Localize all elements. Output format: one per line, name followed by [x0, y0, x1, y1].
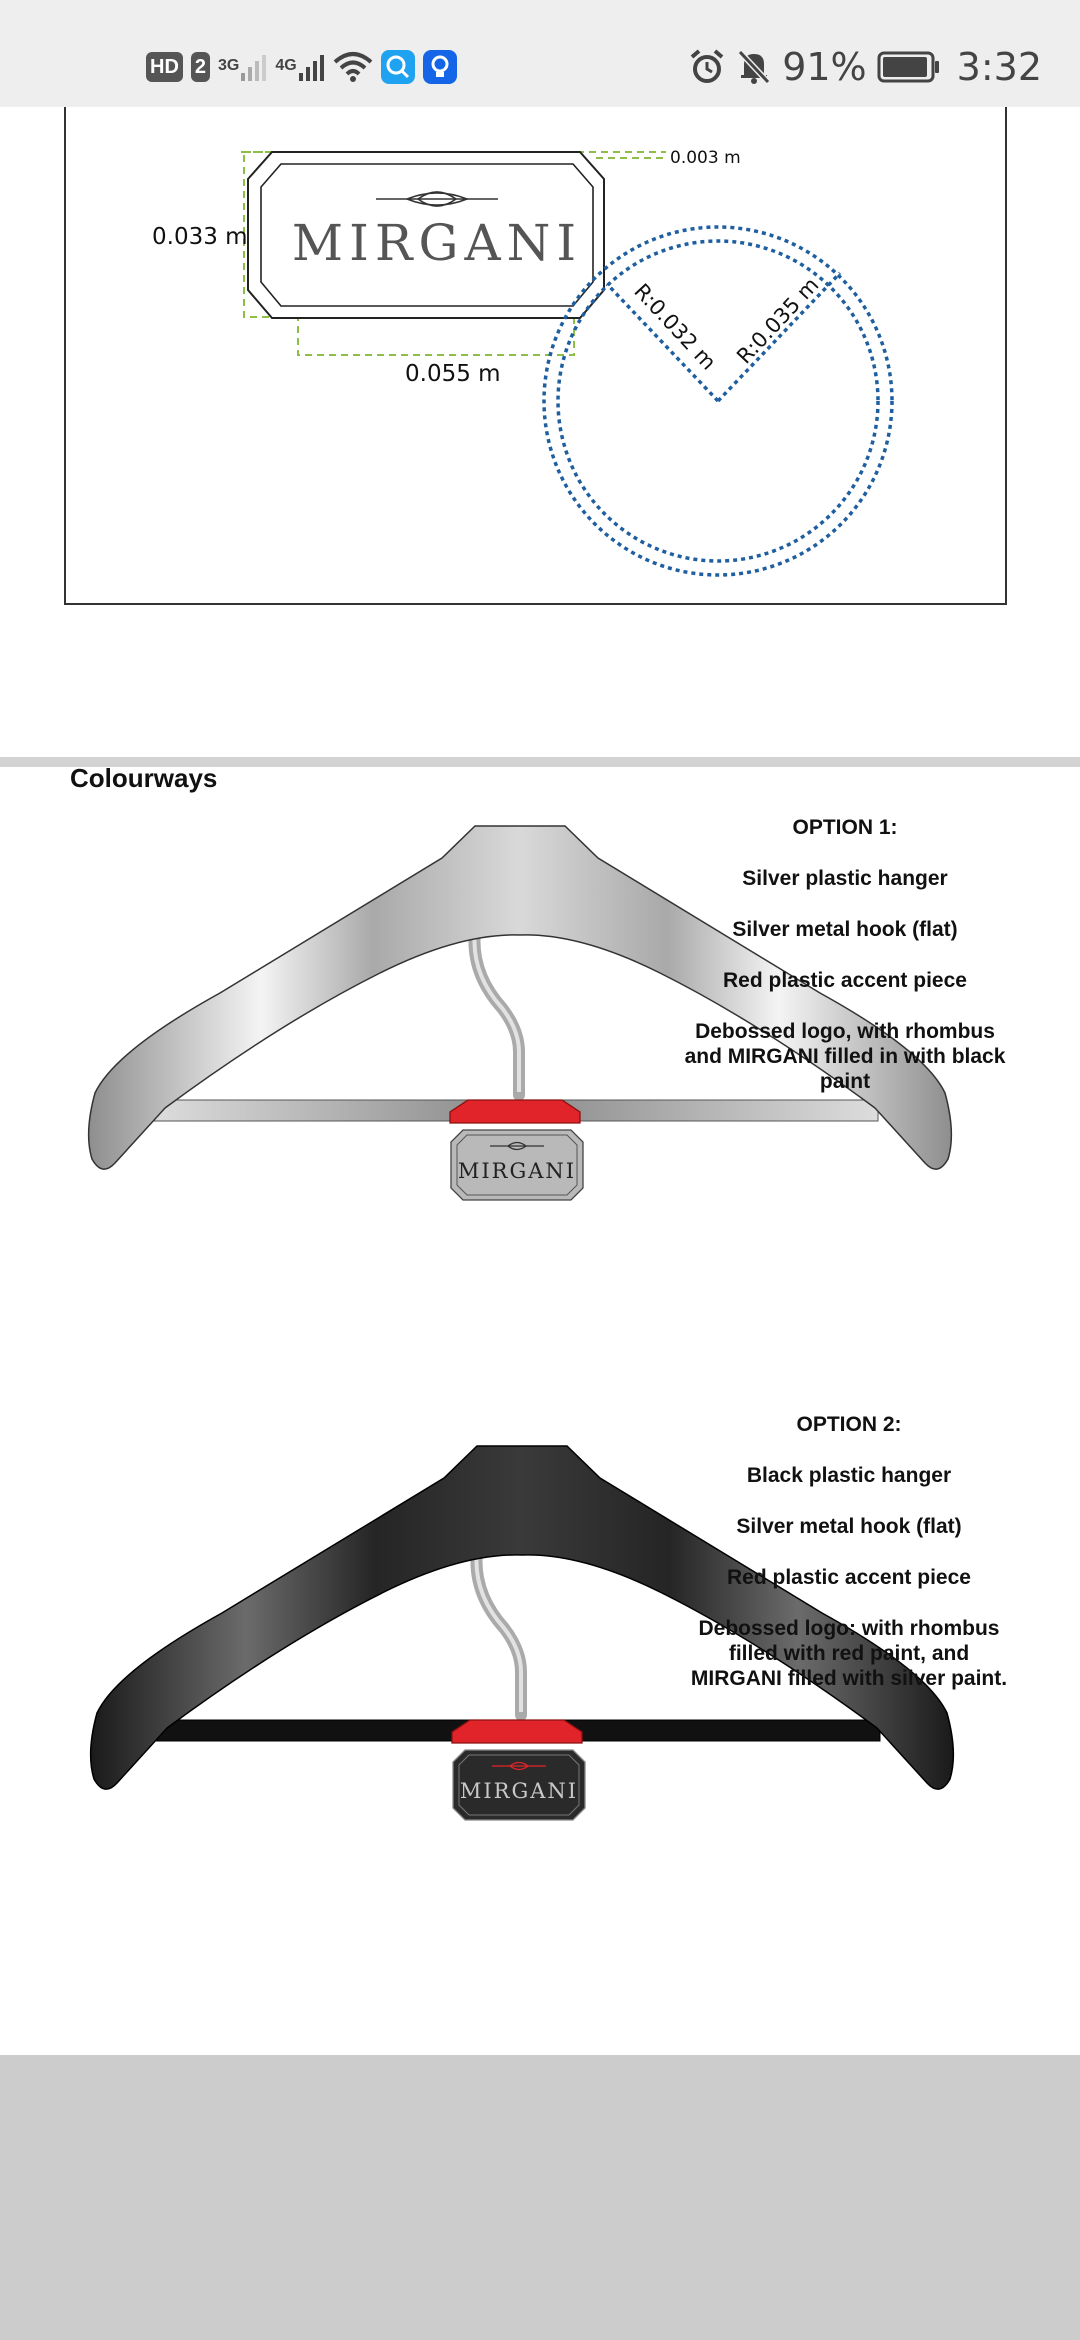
option-2-title: OPTION 2: — [796, 1413, 902, 1436]
option-1-line-3: Red plastic accent piece — [723, 969, 967, 992]
depth-dimension-label: 0.003 m — [670, 148, 741, 168]
network-type-2: 4G — [275, 57, 297, 74]
radius-outer-label: R:0.035 m — [732, 272, 824, 369]
battery-percent: 91% — [782, 45, 867, 89]
hanger-2-logo-text: MIRGANI — [459, 1779, 579, 1803]
option-2-description — [684, 1412, 1014, 1717]
hanger-1-logo-text: MIRGANI — [457, 1159, 577, 1183]
option-1-line-1: Silver plastic hanger — [742, 867, 948, 890]
radius-inner-label: R:0.032 m — [629, 279, 721, 375]
status-bar — [0, 0, 1080, 107]
mute-bell-icon — [736, 48, 772, 86]
option-1-line-4: Debossed logo, with rhombus and MIRGANI filled in with black paint — [684, 1020, 1006, 1093]
status-right — [688, 44, 1042, 90]
technical-drawing — [64, 107, 1007, 605]
battery-icon — [877, 50, 941, 84]
width-dimension-label: 0.055 m — [405, 361, 501, 387]
hd-badge: HD — [146, 52, 183, 82]
option-1-line-2: Silver metal hook (flat) — [732, 918, 958, 941]
status-left — [146, 44, 457, 90]
radius-outer-line — [718, 273, 840, 401]
option-2-line-3: Red plastic accent piece — [727, 1566, 971, 1589]
search-app-icon — [381, 50, 415, 84]
clock: 3:32 — [956, 45, 1042, 89]
network-type-1: 3G — [218, 57, 240, 74]
option-2-line-4: Debossed logo: with rhombus filled with red paint, and MIRGANI filled with silver paint. — [690, 1617, 1008, 1690]
wifi-icon — [333, 50, 373, 84]
option-2-line-2: Silver metal hook (flat) — [736, 1515, 962, 1538]
alarm-icon — [688, 48, 726, 86]
option-1-title: OPTION 1: — [792, 816, 898, 839]
sim-badge: 2 — [191, 52, 210, 82]
height-dimension-label: 0.033 m — [152, 224, 248, 250]
signal-icon-2 — [275, 51, 324, 83]
drawing-svg — [66, 107, 1009, 605]
bulb-app-icon — [423, 50, 457, 84]
accent-piece — [452, 1720, 582, 1743]
option-2-line-1: Black plastic hanger — [746, 1464, 952, 1487]
accent-piece — [450, 1100, 580, 1123]
option-1-description — [680, 815, 1010, 1120]
signal-icon — [218, 51, 267, 83]
plate-logo-text: MIRGANI — [291, 214, 583, 272]
document-page[interactable] — [0, 107, 1080, 2055]
colourways-heading: Colourways — [70, 763, 218, 793]
